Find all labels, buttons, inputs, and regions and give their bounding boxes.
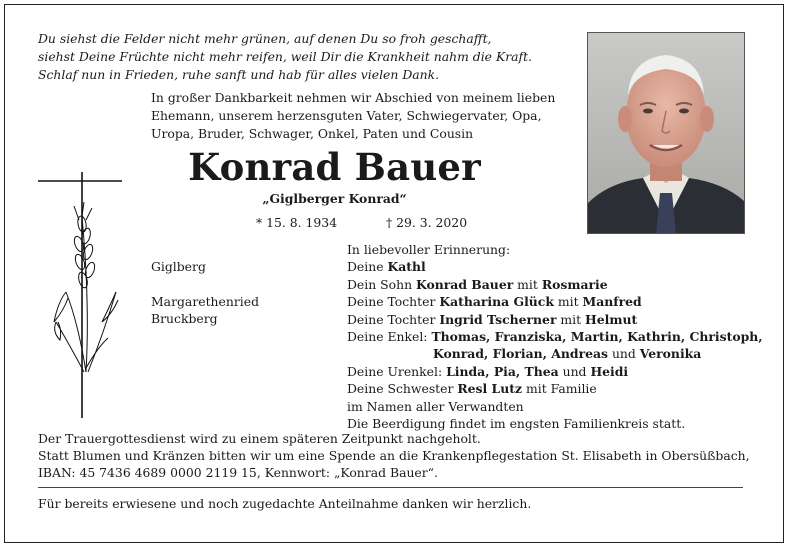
mourner-name: Konrad Bauer <box>416 276 514 292</box>
mourner-name: Helmut <box>585 311 638 327</box>
mourner-name: Heidi <box>590 363 629 379</box>
mourner-name: Ingrid Tscherner <box>439 311 557 327</box>
thanks-line: Für bereits erwiesene und noch zugedachte Anteilnahme danken wir herzlich. <box>38 496 532 511</box>
service-info <box>38 431 758 481</box>
relation: Dein Sohn <box>347 276 416 292</box>
mourner-row <box>347 293 767 310</box>
poem-line: siehst Deine Früchte nicht mehr reifen, weil Dir die Krankheit nahm die Kraft. <box>38 49 533 64</box>
cross-with-wheat-icon <box>38 172 128 426</box>
mourner-row <box>347 363 767 380</box>
mourner-name: Linda, Pia, Thea <box>446 363 559 379</box>
mourner-row <box>347 345 767 362</box>
mourner-name: Katharina Glück <box>439 294 554 310</box>
intro-line: Ehemann, unserem herzensguten Vater, Schwiegervater, Opa, <box>151 108 542 123</box>
relation: Deine <box>347 259 388 275</box>
connector: mit <box>553 294 583 310</box>
connector: und <box>558 363 591 379</box>
connector: mit <box>513 276 542 292</box>
relation: Deine Enkel: <box>347 328 432 344</box>
mourner-name: Manfred <box>582 294 642 310</box>
service-line: Der Trauergottesdienst wird zu einem späteren Zeitpunkt nachgeholt. <box>38 431 481 446</box>
place-name: Margarethenried <box>151 293 259 309</box>
intro-line: Uropa, Bruder, Schwager, Onkel, Paten und Cousin <box>151 126 474 141</box>
iban-line: IBAN: 45 7436 4689 0000 2119 15, Kennwort: „Konrad Bauer“. <box>38 464 438 480</box>
intro-text <box>151 89 571 143</box>
connector: mit <box>556 311 586 327</box>
mourner-name: Konrad, Florian, Andreas <box>433 346 608 362</box>
mourner-row <box>347 328 767 345</box>
mourner-row: im Namen aller Verwandten <box>347 398 524 414</box>
relation: Deine Schwester <box>347 381 458 397</box>
poem <box>38 30 578 84</box>
mourner-name: Thomas, Franziska, Martin, Kathrin, Christoph, <box>431 328 763 344</box>
birth-date: * 15. 8. 1934 <box>256 215 338 230</box>
relation: Deine Urenkel: <box>347 363 447 379</box>
mourner-row <box>347 276 767 293</box>
mourners-list <box>347 241 767 432</box>
divider <box>38 487 743 488</box>
deceased-name: Konrad Bauer <box>188 145 481 189</box>
connector: mit Familie <box>522 381 597 397</box>
donation-line: Statt Blumen und Kränzen bitten wir um eine Spende an die Krankenpflegestation St. Elisabeth in Obersüßbach, <box>38 447 750 463</box>
mourner-name: Kathl <box>387 259 426 275</box>
relation: Deine Tochter <box>347 294 440 310</box>
mourners-heading: In liebevoller Erinnerung: <box>347 242 511 257</box>
relation: Deine Tochter <box>347 311 440 327</box>
death-date: † 29. 3. 2020 <box>386 215 468 230</box>
place-name: Giglberg <box>151 259 206 274</box>
mourner-row <box>347 258 767 275</box>
places-column <box>151 258 259 328</box>
intro-line: In großer Dankbarkeit nehmen wir Abschied von meinem lieben <box>151 90 556 105</box>
burial-note: Die Beerdigung findet im engsten Familienkreis statt. <box>347 415 686 431</box>
place-name <box>151 275 259 292</box>
mourner-row <box>347 311 767 328</box>
poem-line: Du siehst die Felder nicht mehr grünen, auf denen Du so froh geschafft, <box>38 31 492 46</box>
poem-line: Schlaf nun in Frieden, ruhe sanft und hab für alles vielen Dank. <box>38 67 440 82</box>
connector: und <box>608 346 640 362</box>
mourner-row <box>347 380 767 397</box>
place-name: Bruckberg <box>151 311 218 327</box>
mourner-name: Rosmarie <box>541 276 608 292</box>
mourner-name: Resl Lutz <box>457 381 523 397</box>
deceased-nickname: „Giglberger Konrad“ <box>262 191 407 206</box>
mourner-name: Veronika <box>639 346 702 362</box>
portrait-photo <box>587 32 745 234</box>
